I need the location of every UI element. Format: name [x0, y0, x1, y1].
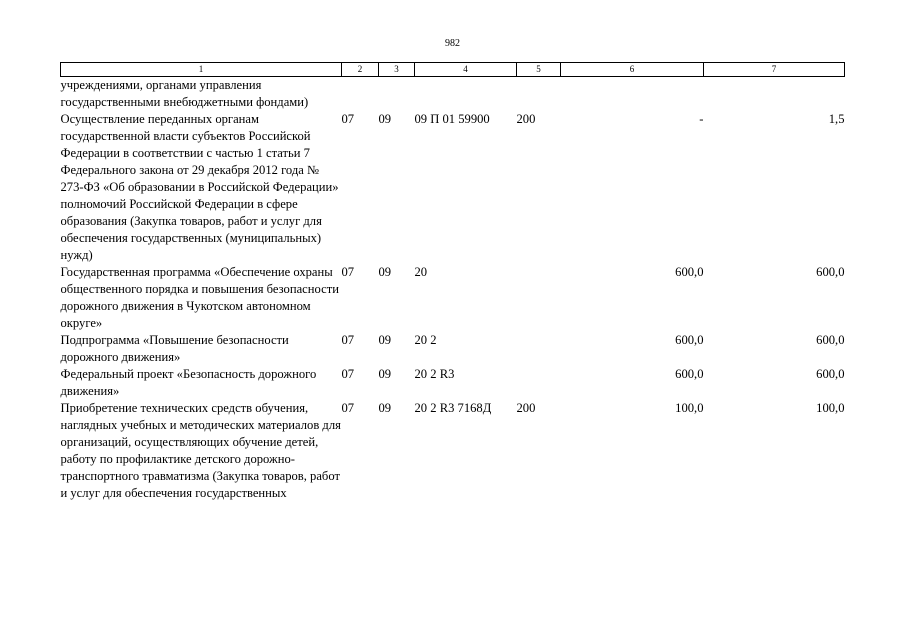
row-amount-1: - [699, 112, 704, 126]
row-target-article [415, 77, 517, 112]
row-section: 07 [341, 265, 355, 279]
row-name: Государственная программа «Обеспечение охраны общественного порядка и повышения безопасности дорожного движения в Чукотском автономном округе» [60, 265, 339, 330]
row-name: Подпрограмма «Повышение безопасности дорожного движения» [60, 333, 289, 364]
row-amount-2: 1,5 [828, 112, 845, 126]
row-amount-1: 100,0 [675, 401, 704, 415]
row-expense-type [517, 366, 561, 400]
budget-table [60, 62, 845, 502]
row-name: Федеральный проект «Безопасность дорожного движения» [60, 367, 317, 398]
row-subsection: 09 [378, 367, 392, 381]
row-section: 07 [341, 367, 355, 381]
table-row [61, 264, 845, 332]
table-row [61, 332, 845, 366]
page-number: 982 [445, 38, 460, 49]
row-section: 07 [341, 333, 355, 347]
table-row [61, 400, 845, 502]
row-target-article: 20 2 R3 7168Д [414, 401, 492, 415]
row-amount-1: 600,0 [675, 333, 704, 347]
row-amount-2: 600,0 [816, 265, 845, 279]
row-target-article: 20 [414, 265, 428, 279]
row-subsection: 09 [378, 112, 392, 126]
column-header-4: 4 [415, 63, 517, 77]
row-subsection: 09 [378, 265, 392, 279]
row-subsection: 09 [378, 401, 392, 415]
row-amount-1: 600,0 [675, 367, 704, 381]
row-target-article: 09 П 01 59900 [414, 112, 490, 126]
row-section [342, 77, 379, 112]
row-amount-2: 100,0 [816, 401, 845, 415]
column-header-1: 1 [61, 63, 342, 77]
row-amount-2: 600,0 [816, 333, 845, 347]
row-subsection: 09 [378, 333, 392, 347]
row-name: Приобретение технических средств обучения, наглядных учебных и методических материалов для организаций, осуществляющих обучение детей, работу по профилактике детского дорожно-транспортного травматизма (Закупка товаров, работ и услуг для обеспечения государственных [60, 401, 341, 500]
table-row [61, 111, 845, 264]
row-amount-2 [704, 77, 845, 112]
table-row [61, 366, 845, 400]
row-name: учреждениями, органами управления государственными внебюджетными фондами) [60, 78, 309, 109]
row-expense-type [517, 77, 561, 112]
row-target-article: 20 2 R3 [414, 367, 455, 381]
row-expense-type: 200 [516, 401, 536, 415]
row-amount-1 [561, 77, 704, 112]
row-subsection [379, 77, 415, 112]
row-target-article: 20 2 [414, 333, 437, 347]
row-section: 07 [341, 112, 355, 126]
row-expense-type: 200 [516, 112, 536, 126]
column-header-7: 7 [704, 63, 845, 77]
column-header-5: 5 [517, 63, 561, 77]
table-header-row [61, 63, 845, 77]
row-expense-type [517, 332, 561, 366]
row-expense-type [517, 264, 561, 332]
table-row [61, 77, 845, 112]
row-amount-1: 600,0 [675, 265, 704, 279]
column-header-6: 6 [561, 63, 704, 77]
column-header-2: 2 [342, 63, 379, 77]
row-name: Осуществление переданных органам государственной власти субъектов Российской Федерации в соответствии с частью 1 статьи 7 Федерального закона от 29 декабря 2012 года № 273-ФЗ «Об образовании в Российской Федерации» полномочий Российской Федерации в сфере образования (Закупка товаров, работ и услуг для обеспечения государственных (муниципальных) нужд) [60, 112, 339, 262]
row-amount-2: 600,0 [816, 367, 845, 381]
row-section: 07 [341, 401, 355, 415]
column-header-3: 3 [379, 63, 415, 77]
